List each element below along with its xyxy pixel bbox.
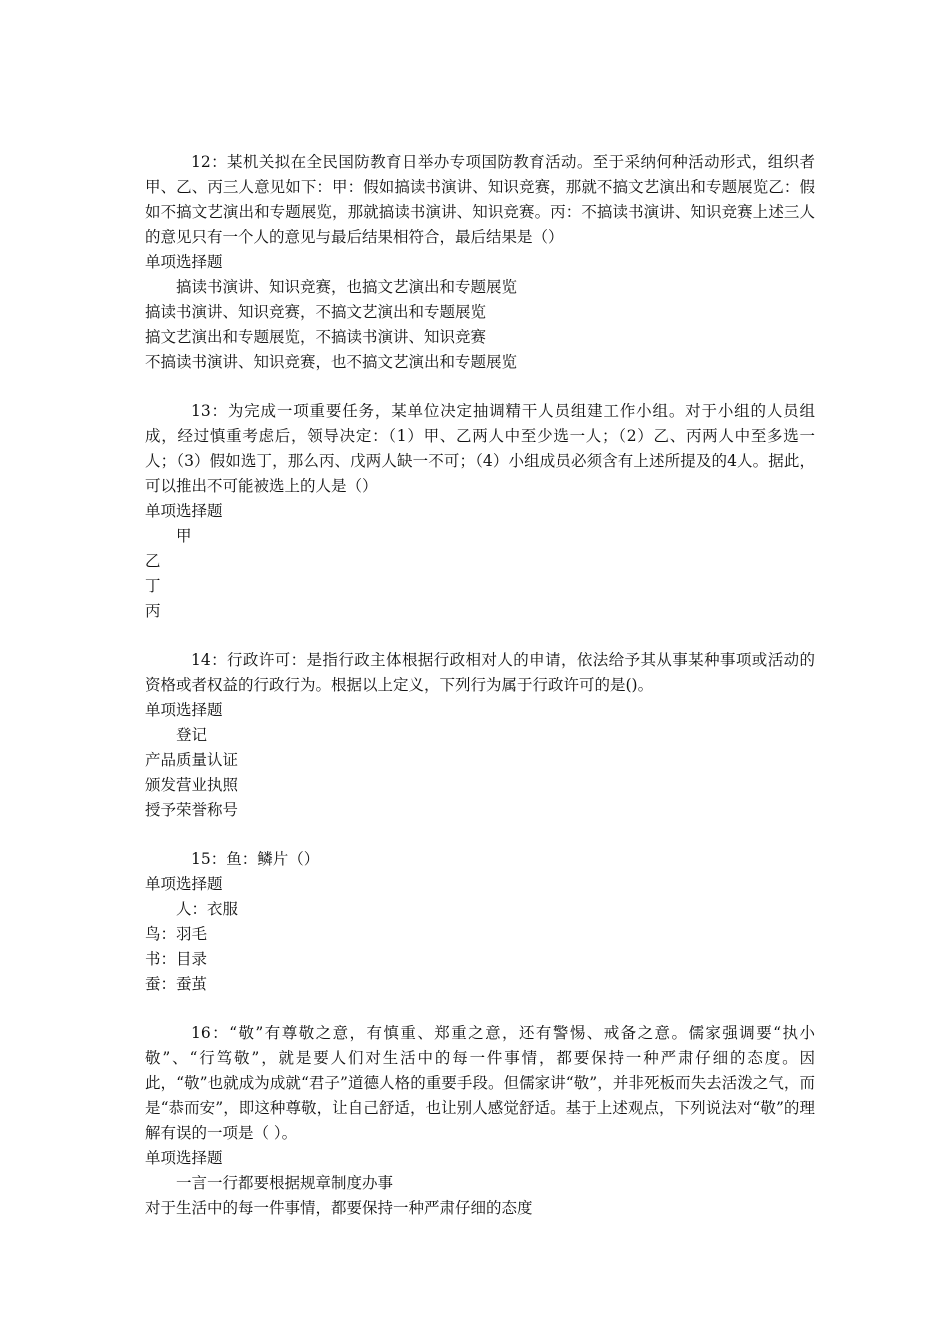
option-list [145,524,815,624]
question-type: 单项选择题 [145,253,223,271]
question-13 [145,399,815,624]
option-c: 书：目录 [145,950,208,968]
option-c: 丁 [145,577,161,595]
option-c: 颁发营业执照 [145,776,239,794]
option-d: 不搞读书演讲、知识竞赛，也不搞文艺演出和专题展览 [145,353,518,371]
question-stem: 16：“敬”有尊敬之意，有慎重、郑重之意，还有警惕、戒备之意。儒家强调要“执小敬”、“行笃敬”，就是要人们对生活中的每一件事情，都要保持一种严肃仔细的态度。因此，“敬”也就成为成就“君子”道德人格的重要手段。但儒家讲“敬”，并非死板而失去活泼之气，而是“恭而安”，即这种尊敬，让自己舒适，也让别人感觉舒适。基于上述观点，下列说法对“敬”的理解有误的一项是（ ）。 [145,1024,815,1142]
question-stem: 13：为完成一项重要任务，某单位决定抽调精干人员组建工作小组。对于小组的人员组成，经过慎重考虑后，领导决定：（1）甲、乙两人中至少选一人；（2）乙、丙两人中至多选一人；（3）假如选丁，那么丙、戊两人缺一不可；（4）小组成员必须含有上述所提及的4人。据此，可以推出不可能被选上的人是（） [145,402,815,495]
question-15 [145,847,815,997]
option-b: 搞读书演讲、知识竞赛，不搞文艺演出和专题展览 [145,303,487,321]
question-list [145,150,815,1245]
option-d: 丙 [145,602,161,620]
option-list [145,723,815,823]
question-type: 单项选择题 [145,502,223,520]
option-a: 搞读书演讲、知识竞赛，也搞文艺演出和专题展览 [176,278,518,296]
question-type: 单项选择题 [145,875,223,893]
option-d: 授予荣誉称号 [145,801,239,819]
option-a: 一言一行都要根据规章制度办事 [176,1174,394,1192]
question-12 [145,150,815,375]
option-b: 产品质量认证 [145,751,239,769]
option-c: 搞文艺演出和专题展览，不搞读书演讲、知识竞赛 [145,328,487,346]
question-16 [145,1021,815,1221]
option-b: 对于生活中的每一件事情，都要保持一种严肃仔细的态度 [145,1199,533,1217]
option-list [145,275,815,375]
question-stem: 14：行政许可：是指行政主体根据行政相对人的申请，依法给予其从事某种事项或活动的资格或者权益的行政行为。根据以上定义，下列行为属于行政许可的是()。 [145,651,815,694]
question-type: 单项选择题 [145,701,223,719]
option-a: 登记 [176,726,208,744]
option-a: 人：衣服 [176,900,239,918]
question-type: 单项选择题 [145,1149,223,1167]
option-list [145,897,815,997]
question-stem: 12：某机关拟在全民国防教育日举办专项国防教育活动。至于采纳何种活动形式，组织者甲、乙、丙三人意见如下：甲：假如搞读书演讲、知识竞赛，那就不搞文艺演出和专题展览乙：假如不搞文艺演出和专题展览，那就搞读书演讲、知识竞赛。丙：不搞读书演讲、知识竞赛上述三人的意见只有一个人的意见与最后结果相符合，最后结果是（） [145,153,815,246]
option-a: 甲 [176,527,192,545]
option-d: 蚕：蚕茧 [145,975,208,993]
question-14 [145,648,815,823]
option-b: 鸟：羽毛 [145,925,208,943]
question-stem: 15：鱼：鳞片（） [191,850,320,868]
option-list [145,1171,815,1221]
option-b: 乙 [145,552,161,570]
